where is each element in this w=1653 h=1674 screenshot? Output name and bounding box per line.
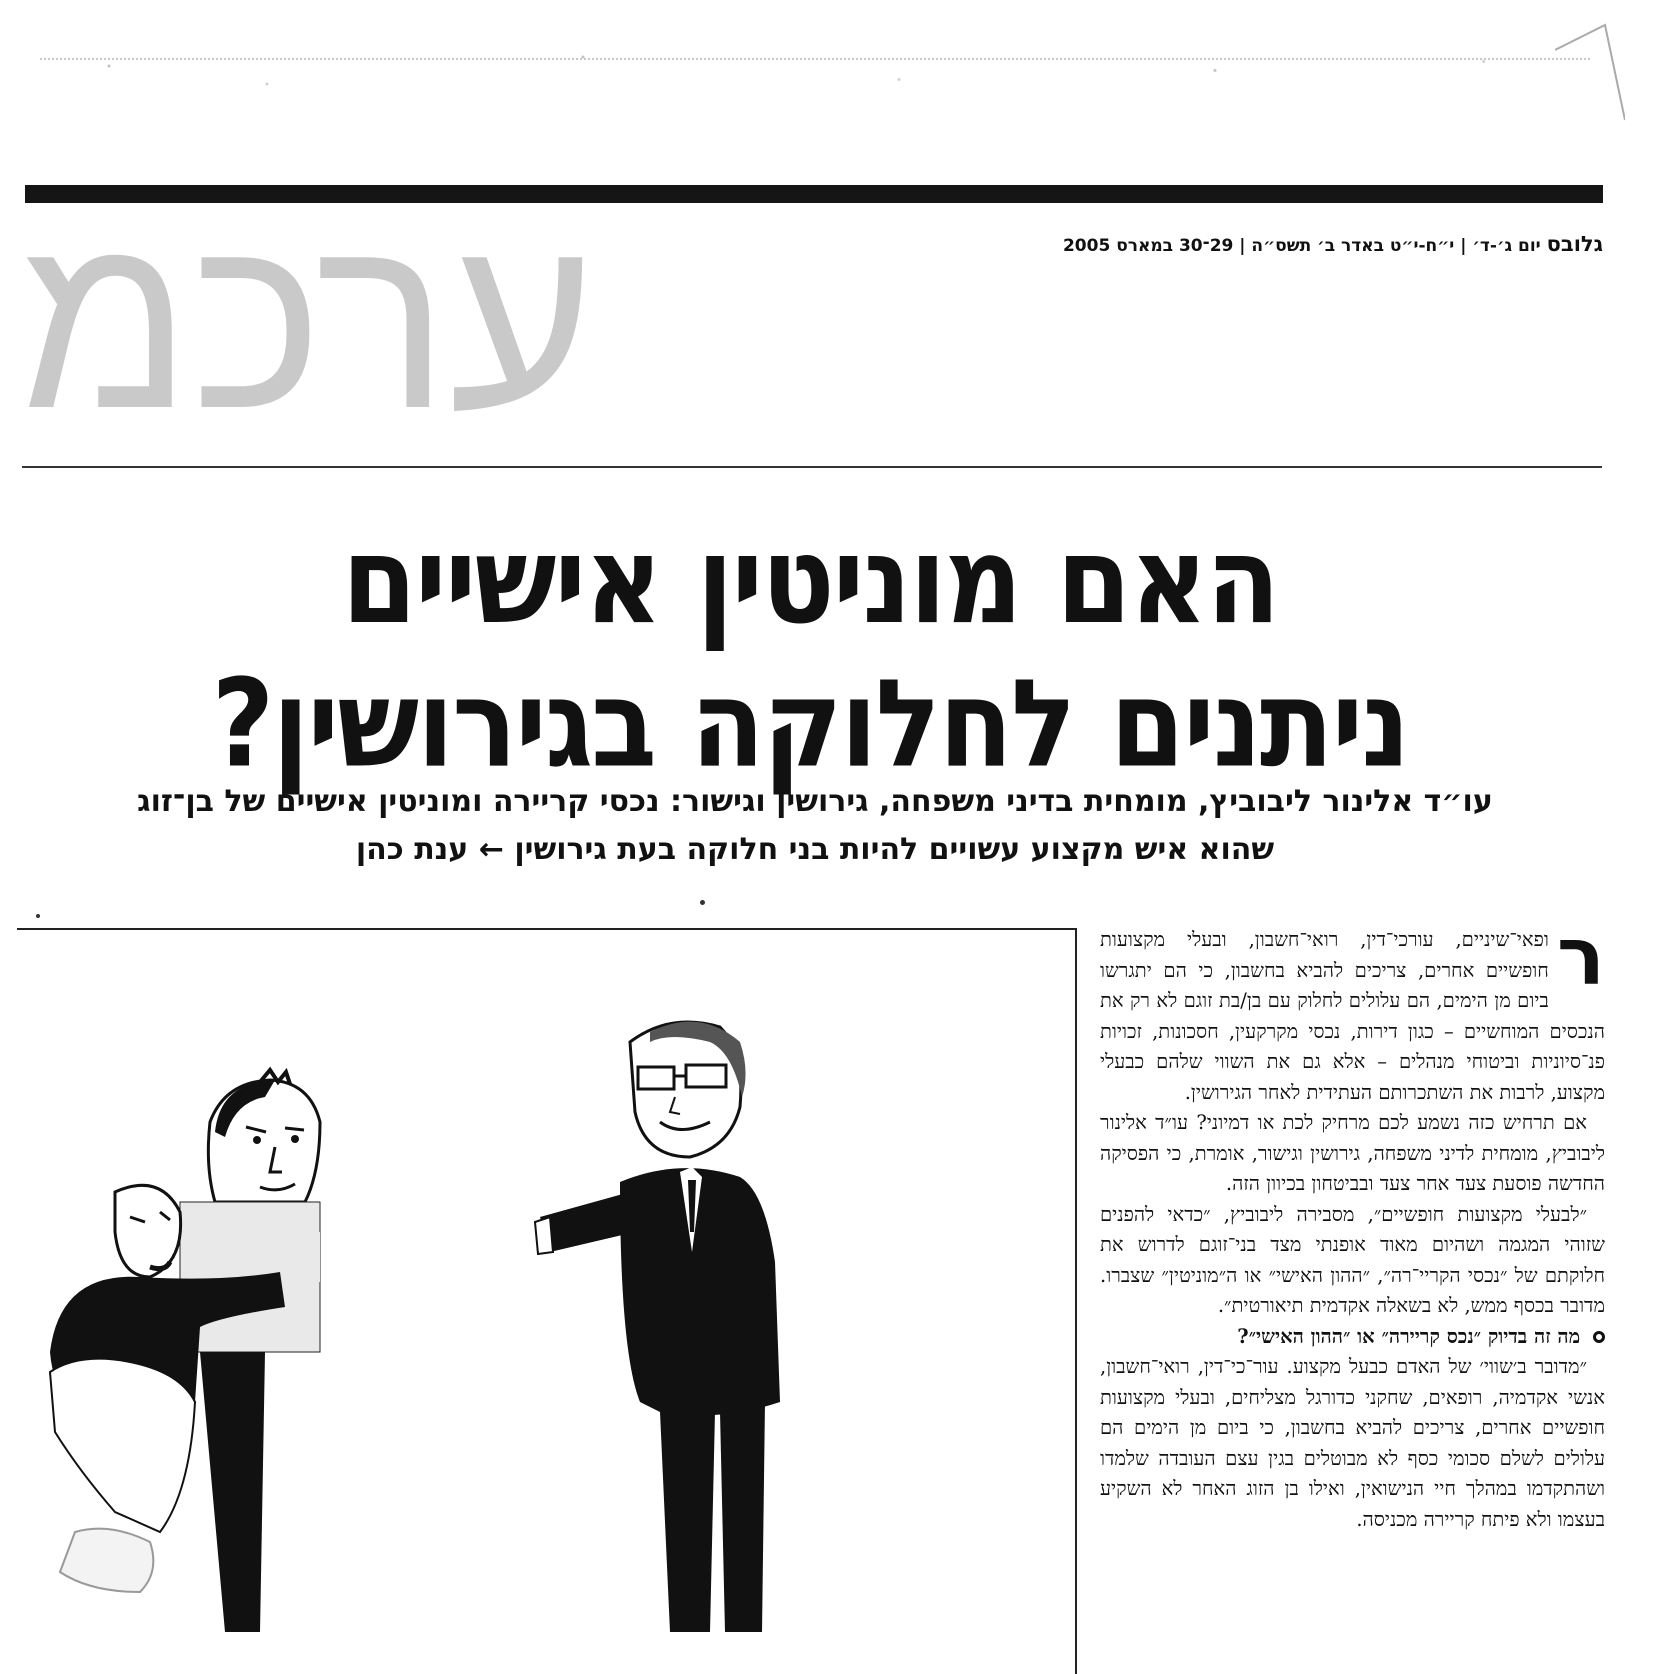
right-man-figure xyxy=(535,1022,780,1632)
article-paragraph: ״לבעלי מקצועות חופשיים״, מסבירה ליבוביץ, ״כדאי להפנים שזוהי המגמה ושהיום מאוד אופנתי מצד בני־זוגם לדרוש את חלוקתם של ״נכסי הקריי־רה״, ״ההון האישי״ או ה״מוניטין״ שצברו. מדובר בכסף ממש, לא בשאלה אקדמית תיאורטית״. xyxy=(1100,1202,1605,1317)
subhead-text: עו״ד אלינור ליבוביץ, מומחית בדיני משפחה, גירושין וגישור: נכסי קריירה ומוניטין אישיים של בן־זוג שהוא איש מקצוע עשויים להיות בני חלוקה בעת גירושין xyxy=(137,784,1493,867)
paper-name: גלובס xyxy=(1546,232,1603,256)
scan-speck xyxy=(700,900,705,905)
article-body xyxy=(1100,910,1605,1535)
arrow-icon: ← xyxy=(478,832,504,867)
subheadline xyxy=(100,778,1530,874)
drop-cap: ר xyxy=(1556,910,1605,1003)
article-paragraph: אם תרחיש כזה נשמע לכם מרחיק לכת או דמיוני? עו״ד אלינור ליבוביץ, מומחית לדיני משפחה, גירושין וגישור, אומרת, כי הפסיקה החדשה פוסעת צעד אחר צעד ובביטחון בכיוון הזה. xyxy=(1100,1111,1605,1195)
article-paragraph: ר ופאי־שיניים, עורכי־דין, רואי־חשבון, ובעלי מקצועות חופשיים אחרים, צריכים להביא בחשבון, כי הם יתגרשו ביום מן הימים, הם עלולים לחלוק עם בן/בת זוגם לא רק את הנכסים המוחשיים – כגון דירות, נכסי מקרקעין, חסכונות, זכויות פנ־סיוניות וביטוחי מנהלים – אלא גם את השווי שלהם כבעלי מקצוע, לרבות את השתכרותם העתידית לאחר הגירושין. xyxy=(1100,910,1605,1104)
scan-noise xyxy=(30,30,1610,120)
scan-speck xyxy=(36,914,40,918)
corner-fold-mark xyxy=(1555,20,1625,130)
section-divider xyxy=(22,466,1602,468)
illustration xyxy=(20,932,1070,1672)
headline-line-2: ניתנים לחלוקה בגירושין? xyxy=(211,654,1409,795)
bullet-icon xyxy=(1593,1331,1605,1343)
interview-answer: ״מדובר ב׳שווי׳ של האדם כבעל מקצוע. עור־כי־דין, רואי־חשבון, אנשי אקדמיה, רופאים, שחקני כדורגל מצליחים, ובעלי מקצועות חופשיים אחרים, צריכים להביא בחשבון, כי ביום מן הימים הם עלולים לשלם סכומי כסף לא מבוטלים בגין עצם העובדה שלמדו ושהתקדמו במהלך חיי הנישואין, ואילו בן הזוג האחר לא השקיע בעצמו ולא פיתח קריירה מכניסה. xyxy=(1100,1355,1605,1531)
scan-noise-line xyxy=(40,58,1590,60)
interview-question: מה זה בדיוק ״נכס קריירה״ או ״ההון האישי״? xyxy=(1100,1322,1605,1353)
section-title: ערכמ xyxy=(20,196,595,446)
byline-author: ענת כהן xyxy=(355,832,469,867)
left-man-figure xyxy=(180,1070,320,1632)
issue-date: יום ג׳-ד׳ | י״ח-י״ט באדר ב׳ תשס״ה | 29־30 במארס 2005 xyxy=(1062,236,1541,256)
headline-line-1: האם מוניטין אישיים xyxy=(341,511,1279,652)
headline xyxy=(40,510,1580,797)
dateline xyxy=(703,232,1603,262)
